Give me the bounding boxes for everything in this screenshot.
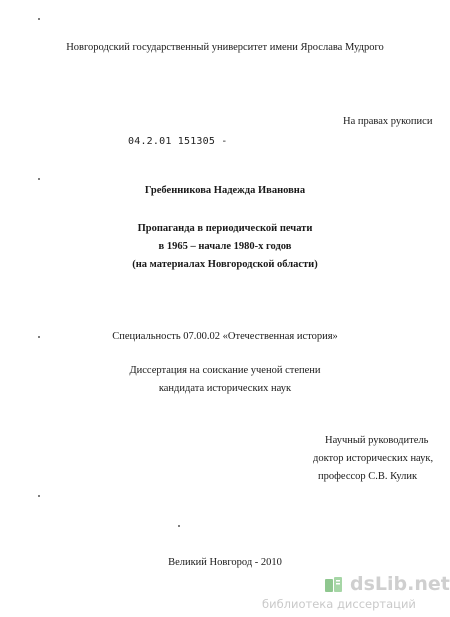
degree-line-2: кандидата исторических наук [158, 383, 292, 394]
scan-speck [38, 178, 40, 180]
scan-speck [38, 18, 40, 20]
degree-line-1: Диссертация на соискание ученой степени [129, 365, 321, 376]
university-name: Новгородский государственный университет имени Ярослава Мудрого [66, 42, 384, 53]
rights-notice: На правах рукописи [343, 116, 433, 127]
title-line-2: в 1965 – начале 1980-х годов [158, 241, 292, 252]
supervisor-name: профессор С.В. Кулик [318, 471, 418, 482]
scan-speck [178, 525, 180, 527]
title-line-3: (на материалах Новгородской области) [132, 259, 318, 270]
dslib-watermark [262, 573, 450, 613]
watermark-logo: dsLib.net [350, 573, 450, 595]
watermark-subtitle: библиотека диссертаций [262, 597, 416, 611]
archive-stamp: 04.2.01 151305 - [128, 136, 228, 147]
specialty: Специальность 07.00.02 «Отечественная история» [112, 331, 338, 342]
supervisor-title: Научный руководитель [325, 435, 429, 446]
author-name: Гребенникова Надежда Ивановна [144, 185, 306, 196]
book-icon [324, 576, 346, 594]
place-year: Великий Новгород - 2010 [168, 557, 282, 568]
scan-speck [38, 495, 40, 497]
supervisor-degree: доктор исторических наук, [313, 453, 434, 464]
title-line-1: Пропаганда в периодической печати [137, 223, 313, 234]
